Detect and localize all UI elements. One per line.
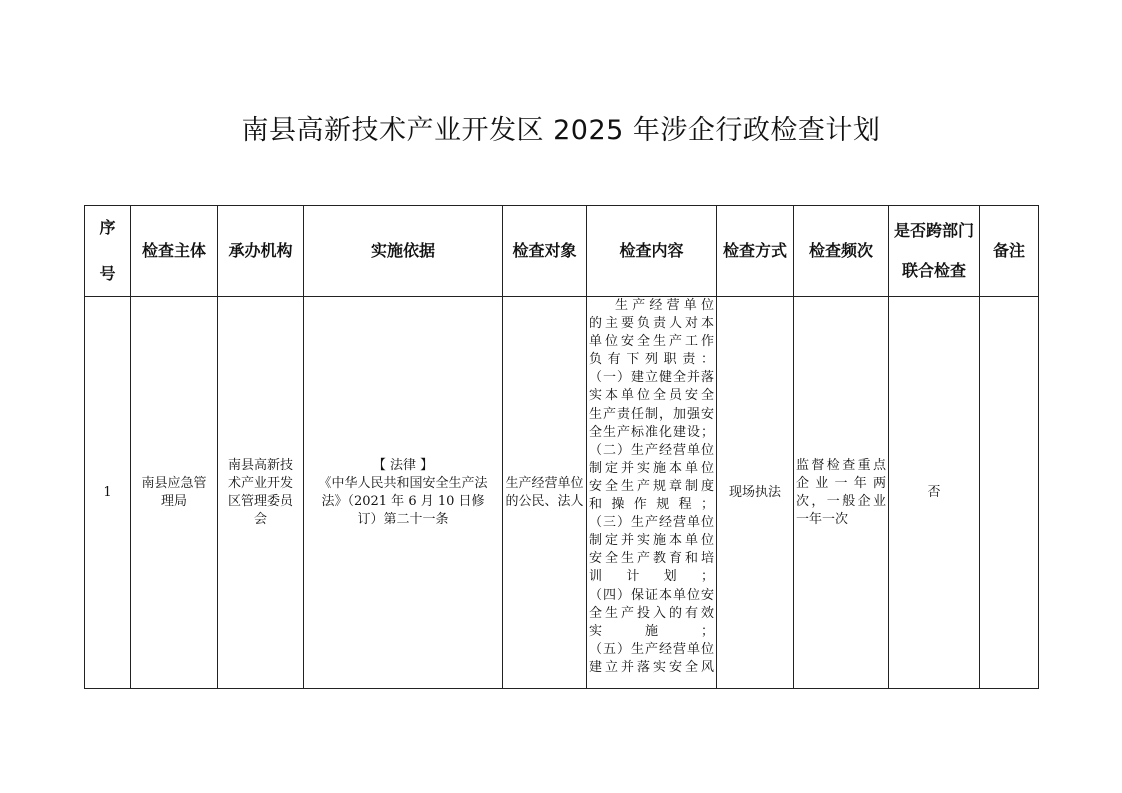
cell-frequency [794, 297, 889, 689]
table-header-row [85, 206, 1039, 297]
table-row [85, 297, 1039, 689]
header-agency: 承办机构 [218, 206, 304, 297]
header-basis: 实施依据 [304, 206, 503, 297]
header-frequency: 检查频次 [794, 206, 889, 297]
cell-basis [304, 297, 503, 689]
content-text: 生产经营单位 的主要负责人对本 单位安全生产工作 负有下列职责： （一）建立健全并落 实本单位全员安全 生产责任制，加强安 全生产标准化建设； （二）生产经营单位 制定并实施本单位 安全生产规章制度 和操作规程； （三）生产经营单位 制定并实施本单位 安全生产教育和培 训计划； （四）保证本单位安 全生产投入的有效 实施； （五）生产经营单位 建立并落实安全风 [589, 298, 714, 675]
frequency-text: 监督检查重点企业一年两次，一般企业一年一次 [796, 457, 886, 527]
cell-seq: 1 [85, 297, 131, 689]
header-cross-dept [889, 206, 980, 297]
basis-type-tag: 【 法律 】 [372, 457, 434, 473]
header-seq-bottom: 号 [99, 264, 116, 283]
cell-target: 生产经营单位的公民、法人 [503, 297, 587, 689]
cell-content [587, 297, 717, 689]
header-seq-top: 序 [99, 218, 116, 237]
cell-cross-dept: 否 [889, 297, 980, 689]
document-title: 南县高新技术产业开发区 2025 年涉企行政检查计划 [241, 115, 881, 146]
cell-remark [980, 297, 1039, 689]
header-method: 检查方式 [717, 206, 794, 297]
inspection-plan-table [84, 205, 1039, 689]
header-subject: 检查主体 [131, 206, 218, 297]
cell-subject: 南县应急管理局 [131, 297, 218, 689]
header-content: 检查内容 [587, 206, 717, 297]
header-cross-bottom: 联合检查 [901, 261, 966, 280]
header-remark: 备注 [980, 206, 1039, 297]
cell-method: 现场执法 [717, 297, 794, 689]
header-cross-top: 是否跨部门 [893, 221, 974, 240]
cell-agency: 南县高新技术产业开发区管理委员会 [218, 297, 304, 689]
header-target: 检查对象 [503, 206, 587, 297]
header-seq [85, 206, 131, 297]
basis-text: 《中华人民共和国安全生产法法》（2021 年 6 月 10 日修订）第二十一条 [318, 475, 488, 527]
